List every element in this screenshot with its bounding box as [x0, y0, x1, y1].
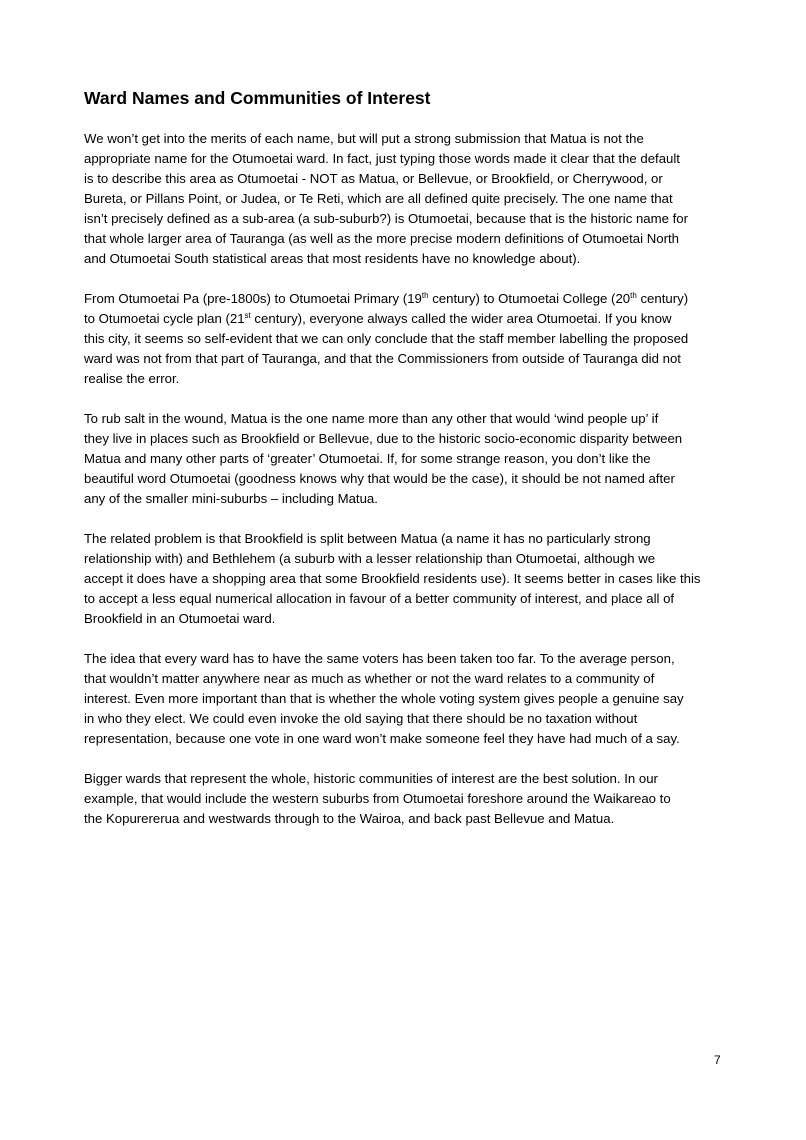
page-number: 7	[714, 1053, 721, 1067]
text-line	[84, 249, 744, 269]
text-line	[84, 129, 744, 149]
text-line	[84, 189, 744, 209]
text-run: that whole larger area of Tauranga (as well as the more precise modern definitions of Otumoetai North	[84, 231, 679, 246]
text-run: realise the error.	[84, 371, 180, 386]
text-run: representation, because one vote in one ward won’t make someone feel they have had much of a say.	[84, 731, 680, 746]
text-run: to accept a less equal numerical allocation in favour of a better community of interest, and place all of	[84, 591, 675, 606]
text-line	[84, 229, 744, 249]
text-line	[84, 169, 744, 189]
paragraph	[84, 649, 744, 749]
text-line	[84, 789, 744, 809]
text-line	[84, 549, 744, 569]
text-run: Bureta, or Pillans Point, or Judea, or Te Reti, which are all defined quite precisely. The one name that	[84, 191, 673, 206]
text-run: century), everyone always called the wider area Otumoetai. If you know	[250, 311, 672, 326]
text-run: the Kopurererua and westwards through to the Wairoa, and back past Bellevue and Matua.	[84, 811, 615, 826]
text-line	[84, 289, 744, 309]
ordinal-superscript: th	[421, 291, 429, 300]
text-run: accept it does have a shopping area that some Brookfield residents use). It seems better in cases like this	[84, 571, 701, 586]
text-run: in who they elect. We could even invoke the old saying that there should be no taxation without	[84, 711, 638, 726]
text-run: beautiful word Otumoetai (goodness knows why that would be the case), it should be not named after	[84, 471, 675, 486]
text-line	[84, 349, 744, 369]
text-line	[84, 309, 744, 329]
text-line	[84, 589, 744, 609]
text-run: any of the smaller mini-suburbs – including Matua.	[84, 491, 378, 506]
text-line	[84, 609, 744, 629]
section-heading: Ward Names and Communities of Interest	[84, 88, 431, 108]
text-run: ward was not from that part of Tauranga, and that the Commissioners from outside of Tauranga did not	[84, 351, 681, 366]
paragraph	[84, 769, 744, 829]
text-run: example, that would include the western suburbs from Otumoetai foreshore around the Waikareao to	[84, 791, 671, 806]
text-run: Brookfield in an Otumoetai ward.	[84, 611, 276, 626]
text-line	[84, 409, 744, 429]
text-run: isn’t precisely defined as a sub-area (a sub-suburb?) is Otumoetai, because that is the historic name for	[84, 211, 688, 226]
paragraph	[84, 289, 744, 389]
text-line	[84, 369, 744, 389]
text-line	[84, 689, 744, 709]
text-line	[84, 469, 744, 489]
text-line	[84, 709, 744, 729]
text-run: Matua and many other parts of ‘greater’ Otumoetai. If, for some strange reason, you don’t like the	[84, 451, 651, 466]
text-run: this city, it seems so self-evident that we can only conclude that the staff member labelling the proposed	[84, 331, 689, 346]
text-line	[84, 449, 744, 469]
text-line	[84, 329, 744, 349]
text-run: is to describe this area as Otumoetai - NOT as Matua, or Bellevue, or Brookfield, or Cherrywood, or	[84, 171, 663, 186]
text-line	[84, 149, 744, 169]
text-run: they live in places such as Brookfield or Bellevue, due to the historic socio-economic disparity between	[84, 431, 683, 446]
text-line	[84, 429, 744, 449]
text-run: century)	[636, 291, 689, 306]
body-text	[84, 129, 744, 849]
text-run: that wouldn’t matter anywhere near as much as whether or not the ward relates to a community of	[84, 671, 655, 686]
paragraph	[84, 409, 744, 509]
text-run: From Otumoetai Pa (pre-1800s) to Otumoetai Primary (19	[84, 291, 422, 306]
text-run: Bigger wards that represent the whole, historic communities of interest are the best solution. In our	[84, 771, 658, 786]
text-line	[84, 529, 744, 549]
text-line	[84, 769, 744, 789]
text-line	[84, 669, 744, 689]
text-run: To rub salt in the wound, Matua is the one name more than any other that would ‘wind people up’ if	[84, 411, 659, 426]
ordinal-superscript: st	[244, 311, 251, 320]
text-run: relationship with) and Bethlehem (a suburb with a lesser relationship than Otumoetai, although we	[84, 551, 656, 566]
text-run: century) to Otumoetai College (20	[428, 291, 631, 306]
text-run: We won’t get into the merits of each name, but will put a strong submission that Matua is not the	[84, 131, 644, 146]
text-run: and Otumoetai South statistical areas that most residents have no knowledge about).	[84, 251, 581, 266]
text-run: appropriate name for the Otumoetai ward. In fact, just typing those words made it clear that the default	[84, 151, 680, 166]
text-run: to Otumoetai cycle plan (21	[84, 311, 245, 326]
text-line	[84, 489, 744, 509]
text-line	[84, 809, 744, 829]
text-line	[84, 569, 744, 589]
text-run: The idea that every ward has to have the same voters has been taken too far. To the average person,	[84, 651, 675, 666]
text-line	[84, 729, 744, 749]
text-run: interest. Even more important than that is whether the whole voting system gives people a genuine say	[84, 691, 684, 706]
paragraph	[84, 529, 744, 629]
text-run: The related problem is that Brookfield is split between Matua (a name it has no particularly strong	[84, 531, 651, 546]
ordinal-superscript: th	[630, 291, 637, 300]
paragraph	[84, 129, 744, 269]
text-line	[84, 649, 744, 669]
text-line	[84, 209, 744, 229]
